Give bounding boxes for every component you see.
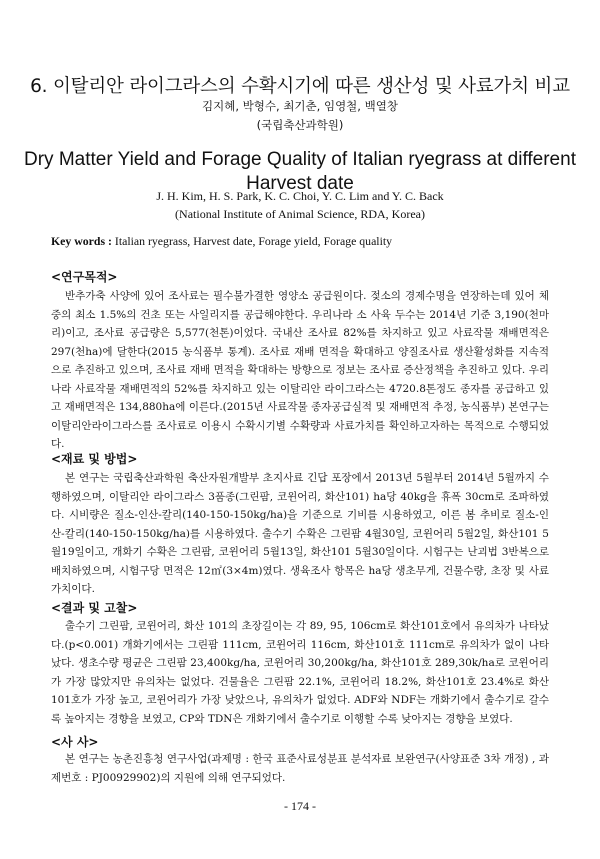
keywords-label: Key words : <box>51 234 112 248</box>
section-heading-acknowledgement: <사 사> <box>51 735 99 749</box>
section-body-acknowledgement: 본 연구는 농촌진흥청 연구사업(과제명 : 한국 표준사료성분표 분석자료 보완연구(사양표준 3차 개정) , 과제번호 : PJ00929902)의 지원에 의해 연구되었다. <box>51 753 549 784</box>
keywords-line <box>51 234 549 249</box>
english-affiliation: (National Institute of Animal Science, RDA, Korea) <box>175 207 425 221</box>
section-body-methods: 본 연구는 국립축산과학원 축산자원개발부 초지사료 긴답 포장에서 2013년 5월부터 2014년 5월까지 수행하였으며, 이탈리안 라이그라스 3품종(그린팜, 코윈어리, 화산101) ha당 40kg을 휴폭 30cm로 조파하였다. 시비량은 질소-인산-칼리(140-150-150kg/ha)을 기준으로 기비를 시용하였고, 이른 봄 추비로 질소-인산-칼리(140-150-150kg/ha)를 시용하였다. 출수기 수확은 그린팜 4월30일, 코윈어리 5월2일, 화산101 5월19일이고, 개화기 수확은 그린팜, 코윈어리 5월13일, 화산101 5월30일이다. 시험구는 난괴법 3반복으로 배치하였으며, 시험구당 면적은 12㎡(3×4m)였다. 생육조사 항목은 ha당 생초무게, 건물수량, 초장 및 사료가치이다. <box>51 472 549 595</box>
english-title: Dry Matter Yield and Forage Quality of Italian ryegrass at different Harvest date <box>24 149 576 194</box>
korean-title: 6. 이탈리안 라이그라스의 수확시기에 따른 생산성 및 사료가치 비교 <box>30 76 570 97</box>
page-number: - 174 - <box>284 799 316 813</box>
section-body-results: 출수기 그린팜, 코윈어리, 화산 101의 초장길이는 각 89, 95, 106cm로 화산101호에서 유의차가 나타났다.(p<0.001) 개화기에서는 그린팜 111cm, 코윈어리 116cm, 화산101호 111cm로 유의차가 없이 나타났다. 생초수량 평균은 그린팜 23,400kg/ha, 코윈어리 30,200kg/ha, 화산101호 289,30k/ha로 코윈어리가 가장 많았지만 유의차는 없었다. 건물율은 그린팜 22.1%, 코윈어리 18.2%, 화산101호 23.4%로 화산 101호가 가장 높고, 코윈어리가 가장 낮았으나, 유의차가 없었다. ADF와 NDF는 개화기에서 출수기로 갈수록 높아지는 경향을 보였고, CP와 TDN은 개화기에서 출수기로 이행할 수록 낮아지는 경향을 보였다. <box>51 620 549 725</box>
keywords-text: Italian ryegrass, Harvest date, Forage yield, Forage quality <box>111 234 393 248</box>
english-authors: J. H. Kim, H. S. Park, K. C. Choi, Y. C. Lim and Y. C. Back <box>156 189 444 203</box>
section-body-purpose: 반추가축 사양에 있어 조사료는 필수불가결한 영양소 공급원이다. 젖소의 경제수명을 연장하는데 있어 체중의 최소 1.5%의 건초 또는 사일리지를 공급해야한다. 우리나라 소 사육 두수는 2014년 기준 3,190(천마리)이고, 조사료 공급량은 5,577(천톤)이었다. 국내산 조사료 82%를 차지하고 있고 사료작물 재배면적은 297(천ha)에 달한다(2015 농식품부 통계). 조사료 재배 면적을 확대하고 양질조사료 생산활성화를 지속적으로 추진하고 있으며, 조사료 재배 면적을 확대하는 방향으로 정보는 조사료 증산정책을 추진하고 있다. 우리나라 사료작물 재배면적의 52%를 차지하고 있는 이탈리안 라이그라스는 4720.8톤정도 종자를 공급하고 있고 재배면적은 134,880ha에 이른다.(2015년 사료작물 종자공급실적 및 재배면적 추정, 농식품부) 본연구는 이탈리안라이그라스를 조사료로 이용시 수확시기별 수확량과 사료가치를 확인하고자하는 목적으로 수행되었다. <box>51 290 549 450</box>
korean-affiliation: (국립축산과학원) <box>256 118 344 132</box>
section-heading-purpose: <연구목적> <box>51 270 118 284</box>
korean-authors: 김지혜, 박형수, 최기춘, 임영철, 백열창 <box>202 99 398 113</box>
section-heading-methods: <재료 및 방법> <box>51 452 138 466</box>
section-heading-results: <결과 및 고찰> <box>51 601 138 615</box>
